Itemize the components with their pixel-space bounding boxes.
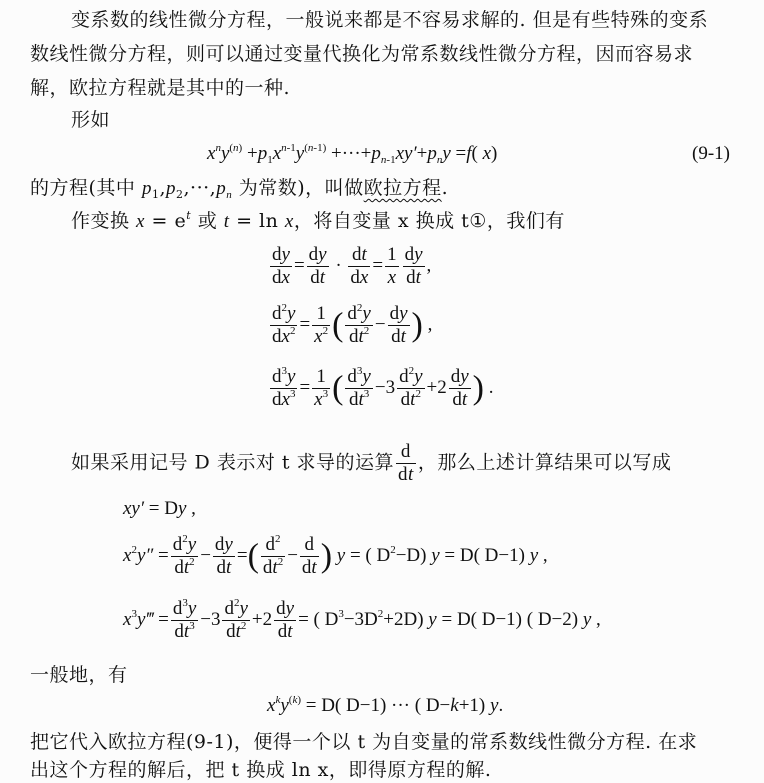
d3y-dx3-formula: $\frac{d^3y}{dx^3}$ = $\frac{1}{x^3}$ ( $\frac{d^3y}{dt^3}$ −3 $\frac{d^2y}{dt^2}$ +2 $\frac{dy}{dt}$ ) . <box>272 365 494 410</box>
para5-line1: 把它代入欧拉方程(9-1)，便得一个以 t 为自变量的常系数线性微分方程. 在求 <box>30 731 698 753</box>
euler-equation: $x^ny^{(n)} +p_1x^{n-1}y^{(n-1)} +\cdot\cdot\cdot+p_{n-1}xy'+p_ny =f$( x) <box>207 142 498 166</box>
para1-line2: 数线性微分方程，则可以通过变量代换化为常系数线性微分方程，因而容易求 <box>30 43 694 65</box>
para3-or: 或 <box>191 210 224 232</box>
general-label: 一般地，有 <box>30 664 128 686</box>
x2y-double-prime-formula: $x^2y''$ = $\frac{d^2y}{dt^2}$ − $\frac{dy}{dt}$ =( $\frac{d^2}{dt^2}$ − $\frac{d}{dt}$ ) y = ( $D^2-D$) y = D( D−1) y , <box>123 533 548 578</box>
xy-prime-formula: xy′ = Dy , <box>123 498 196 519</box>
para2-middle: 为常数)，叫做 <box>232 177 364 199</box>
equation-number: (9-1) <box>692 143 730 164</box>
para4-suffix: ，那么上述计算结果可以写成 <box>417 451 672 474</box>
d2y-dx2-formula: $\frac{d^2y}{dx^2}$ = $\frac{1}{x^2}$ ( $\frac{d^2y}{dt^2}$ − $\frac{dy}{dt}$ ) , <box>272 302 433 347</box>
euler-equation-term: 欧拉方程 <box>363 177 442 199</box>
para4-line: 如果采用记号 D 表示对 t 求导的运算 $\frac{d}{dt}$ ，那么上述计算结果可以写成 <box>71 441 672 485</box>
para3-suffix: ，将自变量 x 换成 t①，我们有 <box>293 210 565 232</box>
para1-line1: 变系数的线性微分方程，一般说来都是不容易求解的. 但是有些特殊的变系 <box>71 9 709 31</box>
para3-prefix: 作变换 <box>71 210 137 232</box>
para1-line3: 解，欧拉方程就是其中的一种. <box>30 77 291 99</box>
xingru-label: 形如 <box>71 109 111 131</box>
para2-line: 的方程(其中 $p_1,p_2,\cdot\cdot\cdot,p_n$ 为常数)，叫做欧拉方程. <box>30 177 449 201</box>
dy-dx-formula: $\frac{dy}{dx}$ = $\frac{dy}{dt}$ · $\frac{dt}{dx}$ = $\frac{1}{x}$ $\frac{dy}{dt}$ , <box>272 244 432 288</box>
para5-line2: 出这个方程的解后，把 t 换成 ln x，即得原方程的解. <box>30 759 492 781</box>
general-formula: $x^ky^{(k)} = D$( D−1) ··· ( D−k+1) y. <box>267 694 504 716</box>
para2-suffix: . <box>441 177 449 199</box>
x3y-triple-prime-formula: $x^3y‴$ = $\frac{d^3y}{dt^3}$ −3 $\frac{d^2y}{dt^2}$ +2 $\frac{dy}{dt}$ = ( $D^3-3D^2+2D$) y = D( D−1) ( D−2) y , <box>123 597 601 642</box>
para4-prefix: 如果采用记号 D 表示对 t 求导的运算 <box>71 451 395 474</box>
para2-prefix: 的方程(其中 <box>30 177 142 199</box>
para3-line: 作变换 $x = e^t$ 或 t = ln x，将自变量 x 换成 t①，我们有 <box>71 209 565 232</box>
